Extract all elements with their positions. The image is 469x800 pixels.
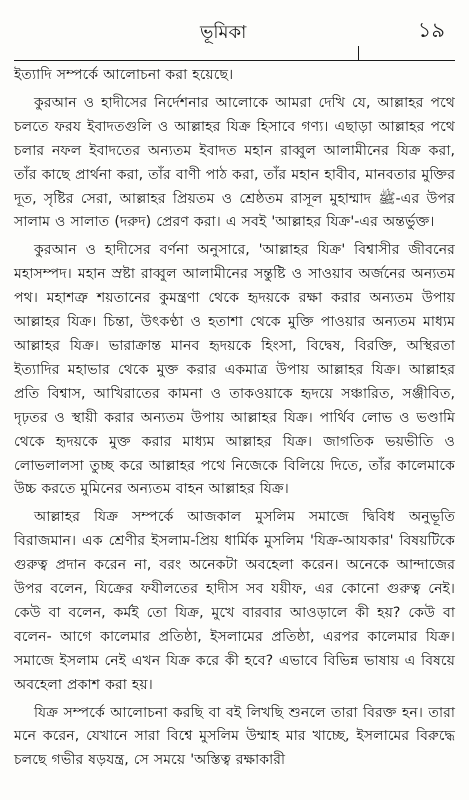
paragraph: ইত্যাদি সম্পর্কে আলোচনা করা হয়েছে। xyxy=(14,67,234,83)
page-header xyxy=(0,0,469,60)
running-title: ভূমিকা xyxy=(200,22,247,43)
paragraph: কুরআন ও হাদীসের নির্দেশনার আলোকে আমরা দেখি যে, আল্লাহর পথে চলতে ফরয ইবাদতগুলি ও আল্লাহর যিক্র হিসাবে গণ্য। এছাড়া আল্লাহর পথে চলার নফল ইবাদতের অন্যতম ইবাদত মহান রাব্বুল আলামীনের যিক্র করা, তাঁর কাছে প্রার্থনা করা, তাঁর বাণী পাঠ করা, তাঁর মহান হাবীব, মানবতার মুক্তির দূত, সৃষ্টির সেরা, আল্লাহর প্রিয়তম ও শ্রেষ্ঠতম রাসূল মুহাম্মাদ ﷺ-এর উপর সালাম ও সালাত (দরুদ) প্রেরণ করা। এ সবই 'আল্লাহর যিক্র'-এর অন্তর্ভুক্ত। xyxy=(14,94,455,231)
header-rule xyxy=(14,60,455,61)
paragraph: যিক্র সম্পর্কে আলোচনা করছি বা বই লিখছি শুনলে তারা বিরক্ত হন। তারা মনে করেন, যেখানে সারা বিশ্বে মুসলিম উম্মাহ মার খাচ্ছে, ইসলামের বিরুদ্ধে চলছে গভীর ষড়যন্ত্র, সে সময়ে 'অস্তিত্ব রক্ষাকারী xyxy=(14,704,455,769)
paragraph: কুরআন ও হাদীসের বর্ণনা অনুসারে, 'আল্লাহর যিক্র' বিশ্বাসীর জীবনের মহাসম্পদ। মহান স্রষ্টা রাব্বুল আলামীনের সন্তুষ্টি ও সাওয়াব অর্জনের অন্যতম পথ। মহাশত্রু শয়তানের কুমন্ত্রণা থেকে হৃদয়কে রক্ষা করার অন্যতম উপায় আল্লাহর যিক্র। চিন্তা, উৎকণ্ঠা ও হতাশা থেকে মুক্তি পাওয়ার অন্যতম মাধ্যম আল্লাহর যিক্র। ভারাক্রান্ত মানব হৃদয়কে হিংসা, বিদ্বেষ, বিরক্তি, অস্থিরতা ইত্যাদির মহাভার থেকে মুক্ত করার একমাত্র উপায় আল্লাহর যিক্র। আল্লাহর প্রতি বিশ্বাস, আখিরাতের কামনা ও তাকওয়াকে হৃদয়ে সঞ্চারিত, সঞ্জীবিত, দৃঢ়তর ও স্থায়ী করার অন্যতম উপায় আল্লাহর যিক্র। পার্থিব লোভ ও ভণ্ডামি থেকে হৃদয়কে মুক্ত করার মাধ্যম আল্লাহর যিক্র। জাগতিক ভয়ভীতি ও লোভলালসা তুচ্ছ করে আল্লাহর পথে নিজেকে বিলিয়ে দিতে, তাঁর কালেমাকে উচ্চ করতে মুমিনের অন্যতম বাহন আল্লাহর যিক্র। xyxy=(14,242,455,498)
body-text xyxy=(14,64,455,773)
paragraph: আল্লাহর যিক্র সম্পর্কে আজকাল মুসলিম সমাজে দ্বিবিধ অনুভূতি বিরাজমান। এক শ্রেণীর ইসলাম-প্রিয় ধার্মিক মুসলিম 'যিক্র-আযকার' বিষয়টিকে গুরুত্ব প্রদান করেন না, বরং অনেকটা অবহেলা করেন। অনেকে আন্দাজের উপর বলেন, যিক্রের ফযীলতের হাদীস সব যয়ীফ, এর কোনো গুরুত্ব নেই। কেউ বা বলেন, কর্মই তো যিক্র, মুখে বারবার আওড়ালে কী হয়? কেউ বা বলেন- আগে কালেমার প্রতিষ্ঠা, ইসলামের প্রতিষ্ঠা, এরপর কালেমার যিক্র। সমাজে ইসলাম নেই এখন যিক্র করে কী হবে? এভাবে বিভিন্ন ভাষায় এ বিষয়ে অবহেলা প্রকাশ করা হয়। xyxy=(14,509,455,693)
page-number: ১৯ xyxy=(417,18,445,42)
header-rule-tick xyxy=(358,46,359,60)
